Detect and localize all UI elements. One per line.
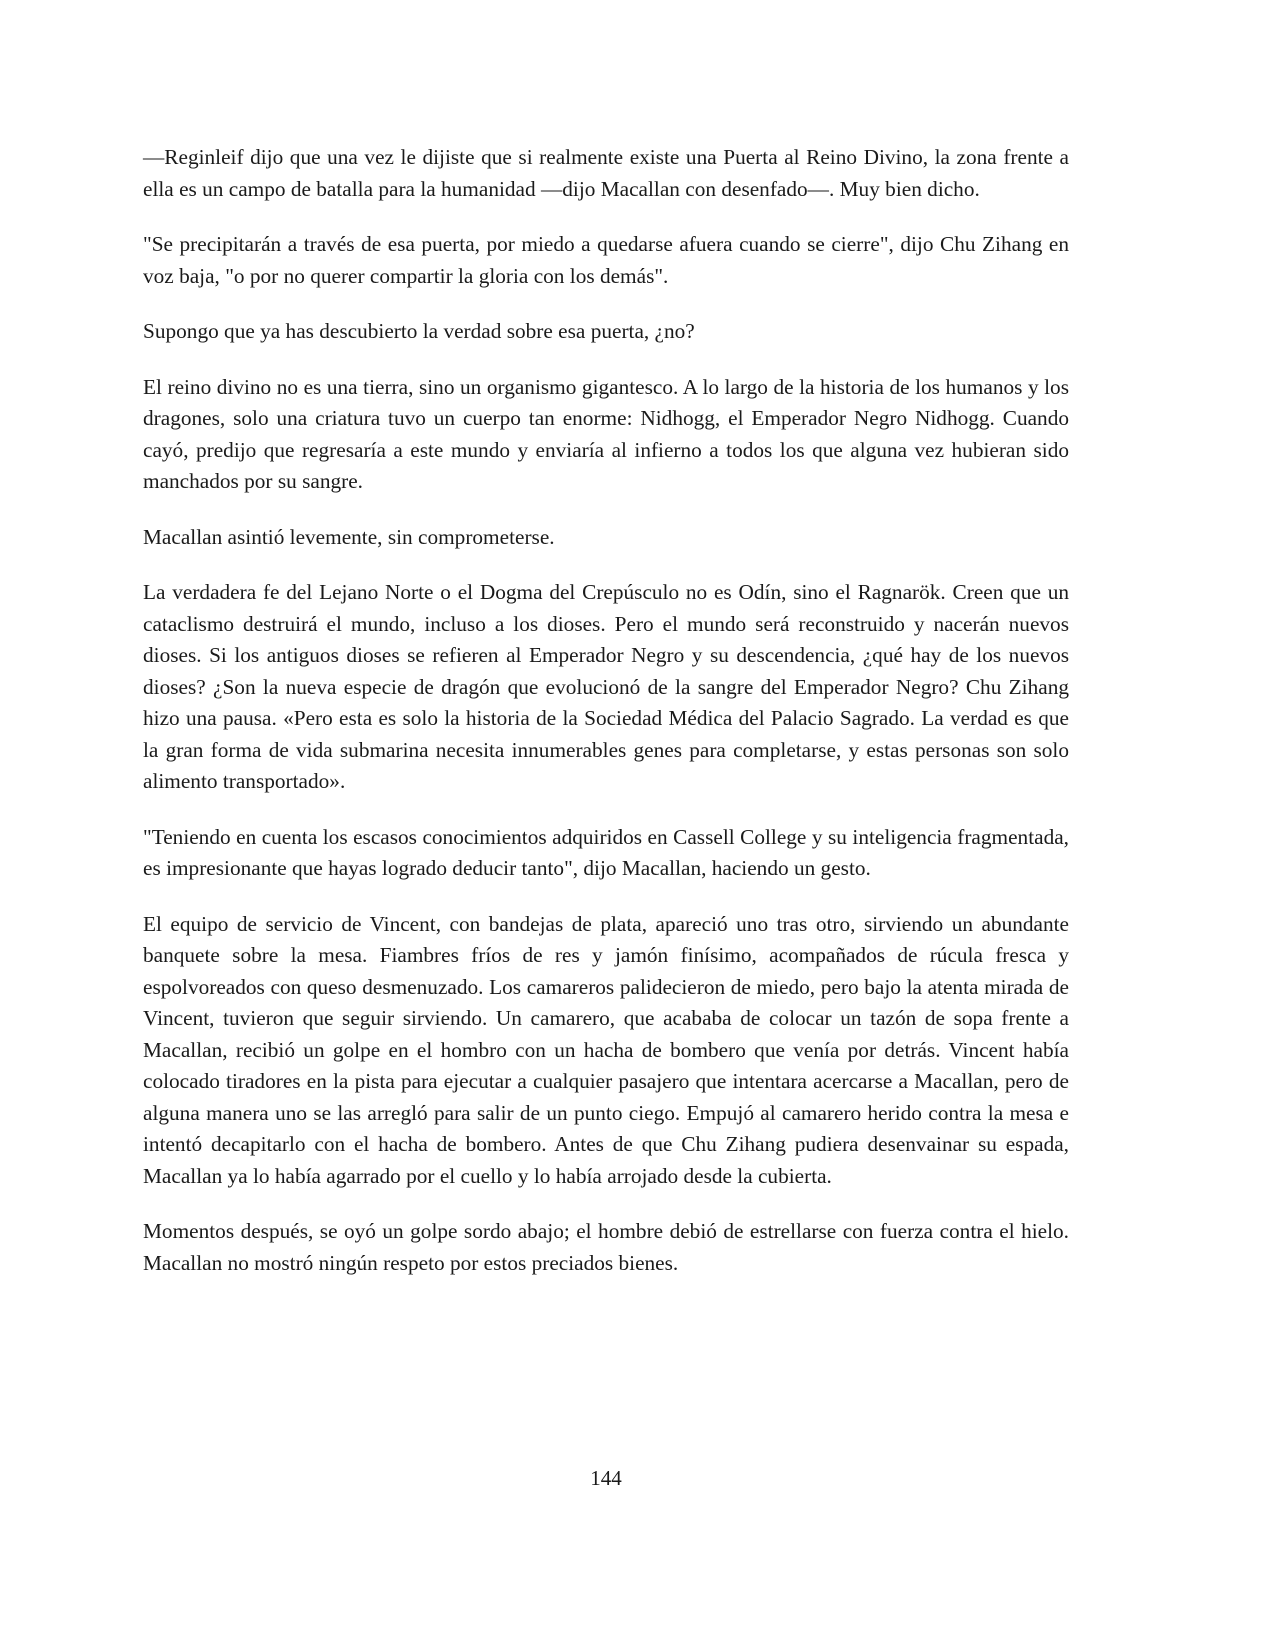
paragraph: "Teniendo en cuenta los escasos conocimientos adquiridos en Cassell College y su inteligencia fragmentada, es impresionante que hayas logrado deducir tanto", dijo Macallan, haciendo un gesto. (143, 824, 1069, 880)
paragraph: "Se precipitarán a través de esa puerta, por miedo a quedarse afuera cuando se cierre", dijo Chu Zihang en voz baja, "o por no querer compartir la gloria con los demás". (143, 232, 1069, 288)
page-body (143, 142, 1069, 1303)
page-number: 144 (590, 1466, 622, 1490)
paragraph: La verdadera fe del Lejano Norte o el Dogma del Crepúsculo no es Odín, sino el Ragnarök. Creen que un cataclismo destruirá el mundo, incluso a los dioses. Pero el mundo será reconstruido y nacerán nuevos dioses. Si los antiguos dioses se refieren al Emperador Negro y su descendencia, ¿qué hay de los nuevos dioses? ¿Son la nueva especie de dragón que evolucionó de la sangre del Emperador Negro? Chu Zihang hizo una pausa. «Pero esta es solo la historia de la Sociedad Médica del Palacio Sagrado. La verdad es que la gran forma de vida submarina necesita innumerables genes para completarse, y estas personas son solo alimento transportado». (143, 580, 1069, 793)
paragraph: Macallan asintió levemente, sin comprometerse. (143, 524, 555, 549)
paragraph: El reino divino no es una tierra, sino un organismo gigantesco. A lo largo de la historia de los humanos y los dragones, solo una criatura tuvo un cuerpo tan enorme: Nidhogg, el Emperador Negro Nidhogg. Cuando cayó, predijo que regresaría a este mundo y enviaría al infierno a todos los que alguna vez hubieran sido manchados por su sangre. (143, 374, 1069, 493)
paragraph: —Reginleif dijo que una vez le dijiste que si realmente existe una Puerta al Reino Divino, la zona frente a ella es un campo de batalla para la humanidad —dijo Macallan con desenfado—. Muy bien dicho. (143, 145, 1069, 201)
paragraph: Momentos después, se oyó un golpe sordo abajo; el hombre debió de estrellarse con fuerza contra el hielo. Macallan no mostró ningún respeto por estos preciados bienes. (143, 1219, 1069, 1275)
paragraph: Supongo que ya has descubierto la verdad sobre esa puerta, ¿no? (143, 319, 695, 343)
paragraph: El equipo de servicio de Vincent, con bandejas de plata, apareció uno tras otro, sirviendo un abundante banquete sobre la mesa. Fiambres fríos de res y jamón finísimo, acompañados de rúcula fresca y espolvoreados con queso desmenuzado. Los camareros palidecieron de miedo, pero bajo la atenta mirada de Vincent, tuvieron que seguir sirviendo. Un camarero, que acababa de colocar un tazón de sopa frente a Macallan, recibió un golpe en el hombro con un hacha de bombero que venía por detrás. Vincent había colocado tiradores en la pista para ejecutar a cualquier pasajero que intentara acercarse a Macallan, pero de alguna manera uno se las arregló para salir de un punto ciego. Empujó al camarero herido contra la mesa e intentó decapitarlo con el hacha de bombero. Antes de que Chu Zihang pudiera desenvainar su espada, Macallan ya lo había agarrado por el cuello y lo había arrojado desde la cubierta. (143, 911, 1069, 1188)
